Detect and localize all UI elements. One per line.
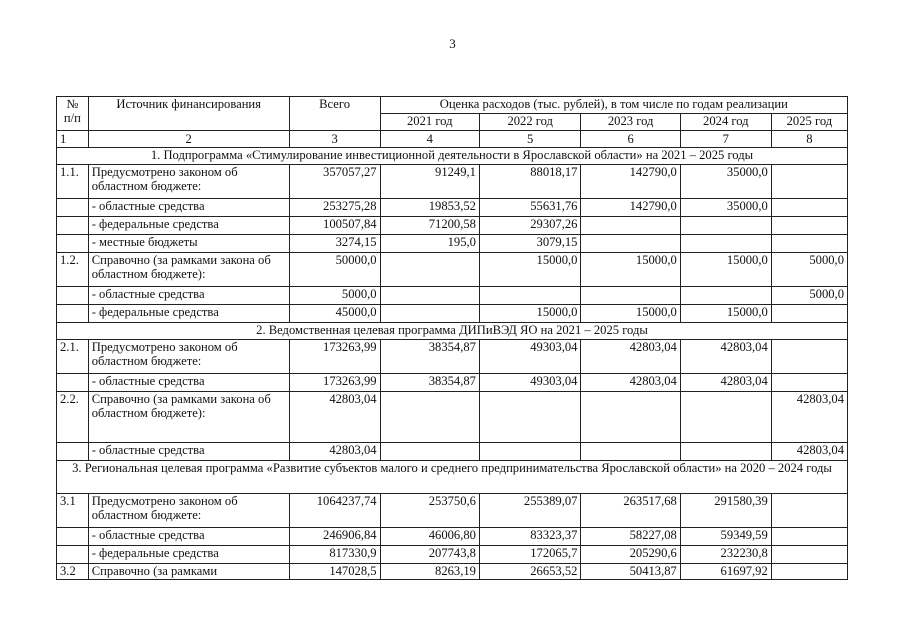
row-label: - областные средства <box>88 374 289 392</box>
cell-total: 5000,0 <box>289 287 380 305</box>
cell-2022: 172065,7 <box>479 546 581 564</box>
cell-2022: 26653,52 <box>479 564 581 580</box>
cell-2024: 15000,0 <box>680 253 771 287</box>
cell-2025: 5000,0 <box>771 287 847 305</box>
section-title-row <box>57 323 848 340</box>
row-label: - местные бюджеты <box>88 235 289 253</box>
cell-2023 <box>581 235 680 253</box>
cell-2023: 50413,87 <box>581 564 680 580</box>
row-num: 3.2 <box>57 564 89 580</box>
header-year: 2023 год <box>581 114 680 131</box>
cell-2022: 15000,0 <box>479 305 581 323</box>
col-number: 1 <box>57 131 89 148</box>
cell-2021 <box>380 287 479 305</box>
table-row <box>57 305 848 323</box>
cell-2025 <box>771 217 847 235</box>
table-row <box>57 494 848 528</box>
cell-2023: 142790,0 <box>581 199 680 217</box>
col-number: 3 <box>289 131 380 148</box>
row-label: Предусмотрено законом об областном бюджете: <box>88 494 289 528</box>
cell-2021: 38354,87 <box>380 340 479 374</box>
page-number: 3 <box>449 36 456 51</box>
cell-2025 <box>771 564 847 580</box>
table-row <box>57 374 848 392</box>
cell-2025 <box>771 305 847 323</box>
cell-2023: 142790,0 <box>581 165 680 199</box>
cell-2025 <box>771 546 847 564</box>
cell-total: 3274,15 <box>289 235 380 253</box>
cell-2021: 253750,6 <box>380 494 479 528</box>
cell-2025 <box>771 199 847 217</box>
table-row <box>57 443 848 461</box>
table-row <box>57 546 848 564</box>
cell-2025: 42803,04 <box>771 392 847 443</box>
row-label: - областные средства <box>88 199 289 217</box>
section-title: 2. Ведомственная целевая программа ДИПиВЭД ЯО на 2021 – 2025 годы <box>57 323 848 340</box>
cell-2022: 88018,17 <box>479 165 581 199</box>
cell-total: 45000,0 <box>289 305 380 323</box>
cell-2025 <box>771 340 847 374</box>
column-numbers-row <box>57 131 848 148</box>
cell-2023 <box>581 217 680 235</box>
cell-2024 <box>680 217 771 235</box>
cell-2023: 42803,04 <box>581 340 680 374</box>
cell-2022 <box>479 287 581 305</box>
cell-2025 <box>771 165 847 199</box>
table-row <box>57 217 848 235</box>
col-number: 8 <box>771 131 847 148</box>
cell-2024: 15000,0 <box>680 305 771 323</box>
cell-2024: 232230,8 <box>680 546 771 564</box>
cell-2022: 3079,15 <box>479 235 581 253</box>
cell-2022: 49303,04 <box>479 340 581 374</box>
cell-total: 817330,9 <box>289 546 380 564</box>
section-title-row <box>57 461 848 494</box>
table-row <box>57 392 848 443</box>
cell-2025: 42803,04 <box>771 443 847 461</box>
table-row <box>57 253 848 287</box>
cell-2021: 38354,87 <box>380 374 479 392</box>
header-source: Источник финансирования <box>88 97 289 131</box>
row-label: Предусмотрено законом об областном бюджете: <box>88 165 289 199</box>
cell-2023: 263517,68 <box>581 494 680 528</box>
row-num: 1.1. <box>57 165 89 199</box>
cell-2024 <box>680 235 771 253</box>
header-estimate: Оценка расходов (тыс. рублей), в том числе по годам реализации <box>380 97 847 114</box>
cell-2024: 35000,0 <box>680 199 771 217</box>
header-row <box>57 97 848 114</box>
cell-2022: 55631,76 <box>479 199 581 217</box>
row-label: Справочно (за рамками <box>88 564 289 580</box>
cell-2021: 8263,19 <box>380 564 479 580</box>
cell-total: 147028,5 <box>289 564 380 580</box>
cell-2023: 58227,08 <box>581 528 680 546</box>
cell-2025 <box>771 494 847 528</box>
row-num <box>57 374 89 392</box>
row-num: 1.2. <box>57 253 89 287</box>
row-num <box>57 217 89 235</box>
table-row <box>57 528 848 546</box>
table-row <box>57 165 848 199</box>
row-label: Справочно (за рамками закона об областном бюджете): <box>88 253 289 287</box>
cell-2021: 46006,80 <box>380 528 479 546</box>
row-label: - федеральные средства <box>88 217 289 235</box>
header-year: 2024 год <box>680 114 771 131</box>
header-year: 2022 год <box>479 114 581 131</box>
header-total: Всего <box>289 97 380 131</box>
cell-2023 <box>581 287 680 305</box>
cell-2024: 35000,0 <box>680 165 771 199</box>
row-num: 3.1 <box>57 494 89 528</box>
cell-2021: 19853,52 <box>380 199 479 217</box>
cell-2023 <box>581 392 680 443</box>
col-number: 6 <box>581 131 680 148</box>
cell-2024: 42803,04 <box>680 374 771 392</box>
cell-total: 42803,04 <box>289 392 380 443</box>
cell-2023 <box>581 443 680 461</box>
cell-2024: 59349,59 <box>680 528 771 546</box>
row-num <box>57 546 89 564</box>
cell-total: 173263,99 <box>289 340 380 374</box>
cell-2022 <box>479 443 581 461</box>
cell-total: 253275,28 <box>289 199 380 217</box>
cell-2021 <box>380 253 479 287</box>
cell-2021: 91249,1 <box>380 165 479 199</box>
cell-total: 42803,04 <box>289 443 380 461</box>
cell-total: 1064237,74 <box>289 494 380 528</box>
cell-2021: 195,0 <box>380 235 479 253</box>
cell-2021: 207743,8 <box>380 546 479 564</box>
cell-2024: 42803,04 <box>680 340 771 374</box>
section-title: 1. Подпрограмма «Стимулирование инвестиционной деятельности в Ярославской области» на 2021 – 2025 годы <box>57 148 848 165</box>
cell-2024 <box>680 443 771 461</box>
row-num <box>57 287 89 305</box>
cell-2023: 42803,04 <box>581 374 680 392</box>
row-num <box>57 528 89 546</box>
financing-table <box>56 96 848 580</box>
cell-2025: 5000,0 <box>771 253 847 287</box>
row-num <box>57 235 89 253</box>
cell-2021: 71200,58 <box>380 217 479 235</box>
row-num <box>57 443 89 461</box>
section-title-row <box>57 148 848 165</box>
row-label: - областные средства <box>88 443 289 461</box>
table-row <box>57 564 848 580</box>
cell-2023: 15000,0 <box>581 305 680 323</box>
cell-2022: 83323,37 <box>479 528 581 546</box>
cell-2021 <box>380 305 479 323</box>
table-row <box>57 235 848 253</box>
cell-2025 <box>771 374 847 392</box>
col-number: 4 <box>380 131 479 148</box>
cell-2023: 205290,6 <box>581 546 680 564</box>
cell-2025 <box>771 528 847 546</box>
cell-2025 <box>771 235 847 253</box>
row-num: 2.2. <box>57 392 89 443</box>
header-year: 2025 год <box>771 114 847 131</box>
col-number: 7 <box>680 131 771 148</box>
header-num: № п/п <box>57 97 89 131</box>
cell-2022 <box>479 392 581 443</box>
row-label: - областные средства <box>88 287 289 305</box>
cell-2021 <box>380 392 479 443</box>
cell-2024: 61697,92 <box>680 564 771 580</box>
row-label: Предусмотрено законом об областном бюджете: <box>88 340 289 374</box>
cell-2024: 291580,39 <box>680 494 771 528</box>
cell-total: 246906,84 <box>289 528 380 546</box>
cell-total: 50000,0 <box>289 253 380 287</box>
cell-2023: 15000,0 <box>581 253 680 287</box>
cell-total: 173263,99 <box>289 374 380 392</box>
cell-2022: 15000,0 <box>479 253 581 287</box>
row-num <box>57 305 89 323</box>
cell-2022: 29307,26 <box>479 217 581 235</box>
cell-2024 <box>680 392 771 443</box>
row-label: - федеральные средства <box>88 546 289 564</box>
cell-2022: 255389,07 <box>479 494 581 528</box>
cell-total: 357057,27 <box>289 165 380 199</box>
col-number: 2 <box>88 131 289 148</box>
table-row <box>57 340 848 374</box>
cell-2021 <box>380 443 479 461</box>
section-title: 3. Региональная целевая программа «Развитие субъектов малого и среднего предпринимательства Ярославской области» на 2020 – 2024 годы <box>57 461 848 494</box>
table-row <box>57 287 848 305</box>
row-label: - областные средства <box>88 528 289 546</box>
cell-2024 <box>680 287 771 305</box>
col-number: 5 <box>479 131 581 148</box>
row-label: Справочно (за рамками закона об областном бюджете): <box>88 392 289 443</box>
cell-2022: 49303,04 <box>479 374 581 392</box>
row-label: - федеральные средства <box>88 305 289 323</box>
header-year: 2021 год <box>380 114 479 131</box>
table-row <box>57 199 848 217</box>
cell-total: 100507,84 <box>289 217 380 235</box>
row-num <box>57 199 89 217</box>
row-num: 2.1. <box>57 340 89 374</box>
